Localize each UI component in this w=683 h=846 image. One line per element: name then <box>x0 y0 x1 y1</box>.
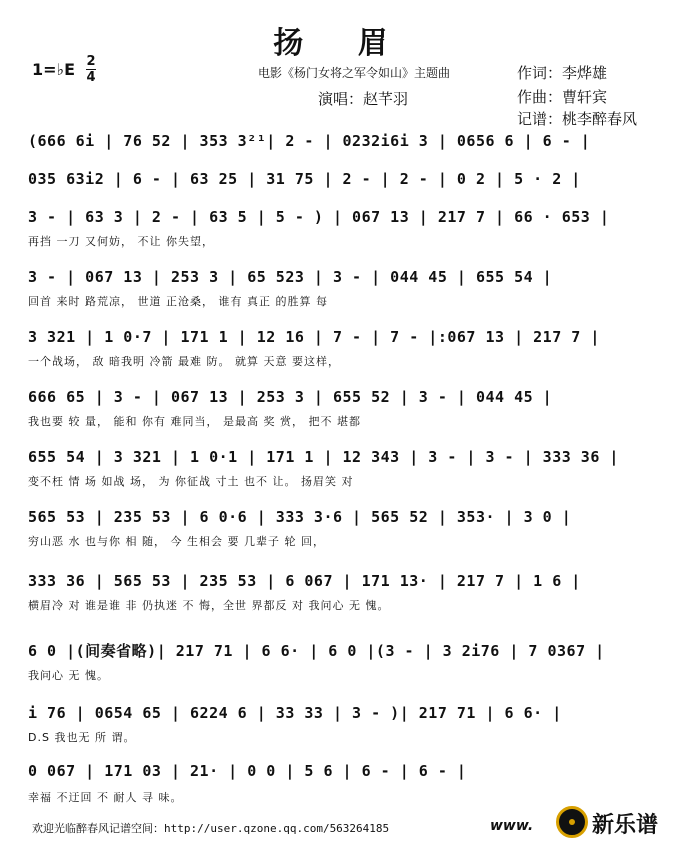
lyric-row-1 <box>28 152 660 168</box>
lyric-row-7: 变不枉 情 场 如战 场， 为 你征战 寸土 也不 让。 扬眉笑 对 <box>28 475 354 488</box>
lyric-row-10: 我问心 无 愧。 <box>28 669 109 682</box>
lyric-row-2 <box>28 190 660 206</box>
lyric-row-8: 穷山恶 水 也与你 相 随， 今 生相会 要 几辈子 轮 回， <box>28 535 325 548</box>
notation-row-11: i 76 | 0654 65 | 6224 6 | 33 33 | 3 - )| 217 71 | 6 6· | <box>28 704 562 722</box>
lyricist-credit: 作词：李烨雄 <box>517 64 608 82</box>
notation-row-1: (666 6i | 76 52 | 353 3²¹| 2 - | 0232i6i 3 | 0656 6 | 6 - | <box>28 132 591 150</box>
notation-row-12: 0 067 | 171 03 | 21· | 0 0 | 5 6 | 6 - | 6 - | <box>28 762 467 780</box>
notation-row-9: 333 36 | 565 53 | 235 53 | 6 067 | 171 13· | 217 7 | 1 6 | <box>28 572 581 590</box>
notation-row-2: 035 63i2 | 6 - | 63 25 | 31 75 | 2 - | 2 - | 0 2 | 5 · 2 | <box>28 170 581 188</box>
lyric-row-6: 我也要 较 量， 能和 你有 难同当， 是最高 奖 赏， 把不 堪都 <box>28 415 361 428</box>
notation-row-6: 666 65 | 3 - | 067 13 | 253 3 | 655 52 | 3 - | 044 45 | <box>28 388 553 406</box>
lyric-row-9: 横眉冷 对 谁是谁 非 仍执迷 不 悔，全世 界都反 对 我问心 无 愧。 <box>28 599 390 612</box>
lyric-row-5: 一个战场， 敌 暗我明 冷箭 最难 防。 就算 天意 要这样， <box>28 355 340 368</box>
film-subtitle: 电影《杨门女将之军令如山》主题曲 <box>258 66 451 80</box>
page-title: 扬 眉 <box>273 26 410 61</box>
lyric-row-3: 再挡 一刀 又何妨， 不让 你失望， <box>28 235 214 248</box>
notation-row-3: 3 - | 63 3 | 2 - | 63 5 | 5 - ) | 067 13 | 217 7 | 66 · 653 | <box>28 208 610 226</box>
lyric-row-12: 幸福 不迂回 不 耐人 寻 味。 <box>28 791 183 804</box>
time-signature <box>86 55 96 84</box>
meter-bottom: 4 <box>86 70 96 85</box>
notation-row-7: 655 54 | 3 321 | 1 0·1 | 171 1 | 12 343 | 3 - | 3 - | 333 36 | <box>28 448 619 466</box>
notation-row-5: 3 321 | 1 0·7 | 171 1 | 12 16 | 7 - | 7 - |:067 13 | 217 7 | <box>28 328 600 346</box>
logo-text: 新乐谱 <box>592 813 659 838</box>
www-prefix: www. <box>490 818 534 834</box>
meter-top: 2 <box>86 54 96 69</box>
composer-credit: 作曲：曹轩宾 <box>517 88 608 106</box>
singer-credit: 演唱：赵芊羽 <box>318 90 409 108</box>
footer-link[interactable]: 欢迎光临醉春风记谱空间：http://user.qzone.qq.com/563264185 <box>32 822 390 835</box>
notation-row-8: 565 53 | 235 53 | 6 0·6 | 333 3·6 | 565 52 | 353· | 3 0 | <box>28 508 572 526</box>
notation-row-10: 6 0 |(间奏省略)| 217 71 | 6 6· | 6 0 |(3 - | 3 2i76 | 7 0367 | <box>28 642 605 660</box>
lyric-row-11: D.S 我也无 所 谓。 <box>28 731 136 744</box>
lyric-row-4: 回首 来时 路荒凉， 世道 正沧桑， 谁有 真正 的胜算 每 <box>28 295 328 308</box>
key-signature: 1=♭E <box>32 60 76 79</box>
record-disc-icon <box>556 806 588 838</box>
site-logo <box>556 804 676 842</box>
notation-row-4: 3 - | 067 13 | 253 3 | 65 523 | 3 - | 044 45 | 655 54 | <box>28 268 553 286</box>
transcriber-credit: 记谱：桃李醉春风 <box>517 110 638 128</box>
